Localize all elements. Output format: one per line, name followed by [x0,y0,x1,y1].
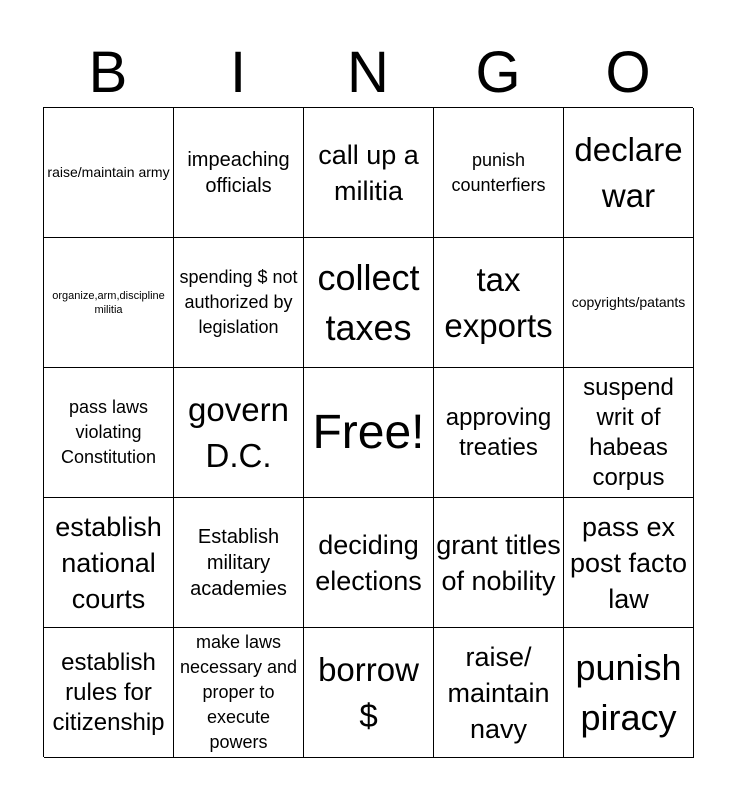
bingo-cell[interactable] [564,368,694,498]
bingo-cell[interactable] [44,498,174,628]
bingo-cell[interactable] [304,108,434,238]
free-space[interactable] [304,368,434,498]
cell-text: impeaching officials [187,148,290,197]
free-space-text: Free! [312,405,425,459]
bingo-cell[interactable] [44,238,174,368]
cell-text: tax exports [444,260,553,344]
cell-text: deciding elections [315,529,422,596]
cell-text: punish counterfiers [451,149,546,195]
bingo-cell[interactable] [564,498,694,628]
bingo-cell[interactable] [434,628,564,758]
bingo-card-grid [43,107,693,757]
bingo-cell[interactable] [304,628,434,758]
cell-text: approving treaties [445,403,552,461]
cell-text: call up a militia [318,139,419,206]
cell-text: collect taxes [317,256,420,348]
bingo-cell[interactable] [174,498,304,628]
bingo-cell[interactable] [434,238,564,368]
bingo-cell[interactable] [434,108,564,238]
header-letter-i: I [229,40,247,105]
cell-text: declare war [574,130,683,214]
cell-text: borrow $ [318,650,419,734]
header-letter-n: N [347,40,389,105]
cell-text: pass ex post facto law [569,511,688,614]
header-letter-b: B [88,40,128,105]
cell-text: establish national courts [55,511,162,614]
cell-text: pass laws violating Constitution [60,397,157,467]
bingo-cell[interactable] [564,108,694,238]
bingo-cell[interactable] [174,238,304,368]
cell-text: organize,arm,discipline militia [52,289,165,316]
cell-text: make laws necessary and proper to execute powers [179,632,298,752]
cell-text: raise/maintain army [47,164,170,180]
bingo-cell[interactable] [174,628,304,758]
bingo-cell[interactable] [434,368,564,498]
bingo-cell[interactable] [304,498,434,628]
cell-text: copyrights/patants [571,294,686,310]
header-letter-o: O [605,40,651,105]
bingo-header [43,38,693,108]
bingo-cell[interactable] [304,238,434,368]
cell-text: spending $ not authorized by legislation [179,267,298,337]
header-letter-g: G [475,40,521,105]
bingo-cell[interactable] [564,628,694,758]
cell-text: Establish military academies [190,525,287,600]
cell-text: punish piracy [575,646,682,738]
bingo-cell[interactable] [564,238,694,368]
cell-text: govern D.C. [188,390,289,474]
bingo-cell[interactable] [434,498,564,628]
cell-text: suspend writ of habeas corpus [583,373,674,491]
bingo-cell[interactable] [44,368,174,498]
bingo-cell[interactable] [174,368,304,498]
cell-text: grant titles of nobility [436,529,561,596]
bingo-cell[interactable] [174,108,304,238]
cell-text: establish rules for citizenship [52,648,165,736]
bingo-cell[interactable] [44,108,174,238]
bingo-cell[interactable] [44,628,174,758]
cell-text: raise/ maintain navy [447,641,550,744]
